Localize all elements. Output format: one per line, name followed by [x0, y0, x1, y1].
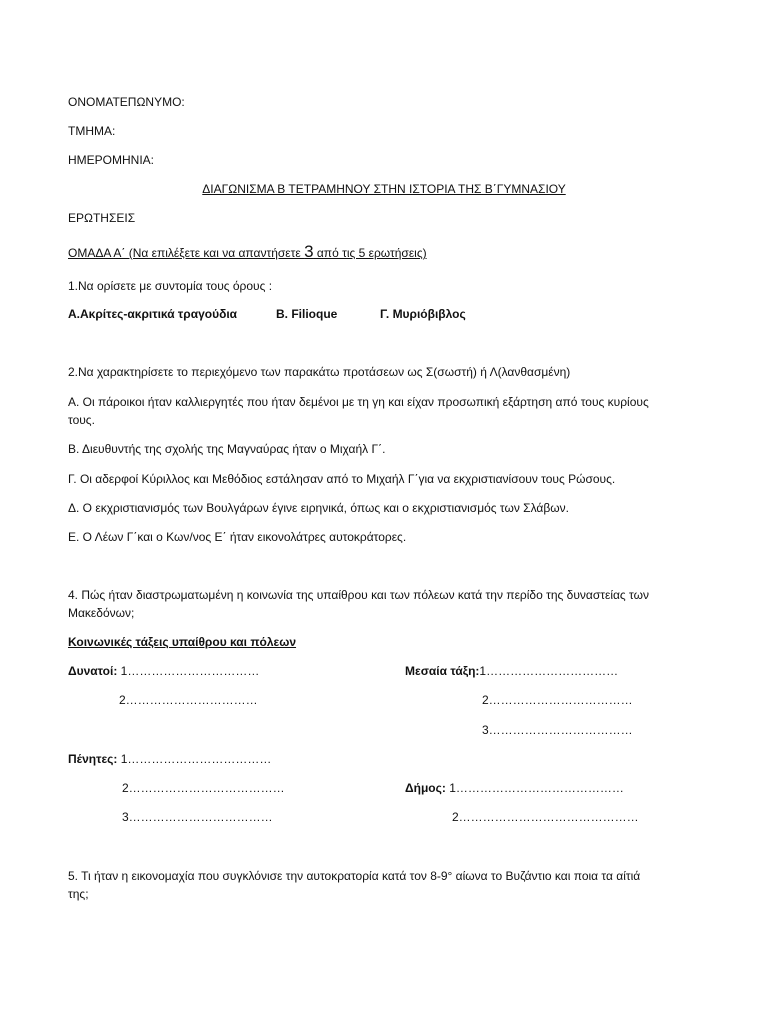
dimos-label: Δήμος: — [405, 781, 446, 795]
class-label: ΤΜΗΜΑ: — [68, 124, 116, 138]
mesaia-blank-3: 3……………………………… — [482, 723, 633, 737]
group-heading-suffix: από τις 5 ερωτήσεις) — [313, 246, 427, 260]
q2-statement-b: Β. Διευθυντής της σχολής της Μαγναύρας ήταν ο Μιχαήλ Γ΄. — [68, 442, 386, 456]
penites-blank-1: 1……………………………… — [117, 752, 272, 766]
penites-blank-2: 2………………………………… — [122, 781, 285, 795]
dynatoi-label: Δυνατοί: — [68, 664, 118, 678]
q5-prompt: 5. Τι ήταν η εικονομαχία που συγκλόνισε την αυτοκρατορία κατά τον 8-9° αίωνα το Βυζάντιο και ποια τα αίτιά — [68, 869, 641, 883]
q1-term-a: Α.Ακρίτες-ακριτικά τραγούδια — [68, 307, 238, 321]
q2-statement-a: Α. Οι πάροικοι ήταν καλλιεργητές που ήταν δεμένοι με τη γη και είχαν προσωπική εξάρτηση από τους κυρίους — [68, 395, 649, 409]
mesaia-blank-2: 2……………………………… — [482, 693, 633, 707]
q5-prompt-cont: της; — [68, 887, 89, 901]
dynatoi-blank-2: 2…………………………… — [119, 693, 258, 707]
social-classes-heading: Κοινωνικές τάξεις υπαίθρου και πόλεων — [68, 635, 297, 649]
q2-statement-e: Ε. Ο Λέων Γ΄και ο Κων/νος Ε΄ ήταν εικονολάτρες αυτοκράτορες. — [68, 530, 407, 544]
group-heading-number: 3 — [304, 242, 314, 261]
dimos-blank-2: 2……………………………………… — [452, 810, 639, 824]
dynatoi-row-1 — [68, 663, 259, 679]
q2-prompt: 2.Να χαρακτηρίσετε το περιεχόμενο των παρακάτω προτάσεων ως Σ(σωστή) ή Λ(λανθασμένη) — [68, 365, 571, 379]
q4-prompt: 4. Πώς ήταν διαστρωματωμένη η κοινωνία της υπαίθρου και των πόλεων κατά την περίδο της δυναστείας των — [68, 588, 649, 602]
group-heading-prefix: ΟΜΑΔΑ Α΄ (Να επιλέξετε και να απαντήσετε — [68, 246, 305, 260]
penites-blank-3: 3……………………………… — [122, 810, 273, 824]
dimos-row-1 — [405, 780, 624, 796]
exam-title: ΔΙΑΓΩΝΙΣΜΑ Β ΤΕΤΡΑΜΗΝΟΥ ΣΤΗΝ ΙΣΤΟΡΙΑ ΤΗΣ Β΄ΓΥΜΝΑΣΙΟΥ — [202, 182, 566, 196]
date-label: ΗΜΕΡΟΜΗΝΙΑ: — [68, 153, 155, 167]
q1-term-b: Β. Filioque — [276, 307, 338, 321]
dynatoi-blank-1: 1…………………………… — [117, 664, 260, 678]
q1-prompt: 1.Να ορίσετε με συντομία τους όρους : — [68, 279, 273, 293]
penites-label: Πένητες: — [68, 752, 118, 766]
q4-prompt-cont: Μακεδόνων; — [68, 606, 135, 620]
penites-row-1 — [68, 751, 271, 767]
q1-term-c: Γ. Μυριόβιβλος — [380, 307, 466, 321]
mesaia-label: Μεσαία τάξη: — [405, 664, 480, 678]
q2-statement-a-cont: τους. — [68, 413, 95, 427]
questions-heading: ΕΡΩΤΗΣΕΙΣ — [68, 211, 136, 225]
q2-statement-d: Δ. Ο εκχριστιανισμός των Βουλγάρων έγινε ειρηνικά, όπως και ο εκχριστιανισμός των Σλάβων. — [68, 501, 569, 515]
q2-statement-c: Γ. Οι αδερφοί Κύριλλος και Μεθόδιος εστάλησαν από το Μιχαήλ Γ΄για να εκχριστιανίσουν τους Ρώσους. — [68, 472, 616, 486]
dimos-blank-1: 1…………………………………… — [445, 781, 624, 795]
name-label: ΟΝΟΜΑΤΕΠΩΝΥΜΟ: — [68, 95, 185, 109]
mesaia-blank-1: 1…………………………… — [479, 664, 619, 678]
group-heading — [68, 244, 427, 261]
mesaia-row-1 — [405, 663, 618, 679]
